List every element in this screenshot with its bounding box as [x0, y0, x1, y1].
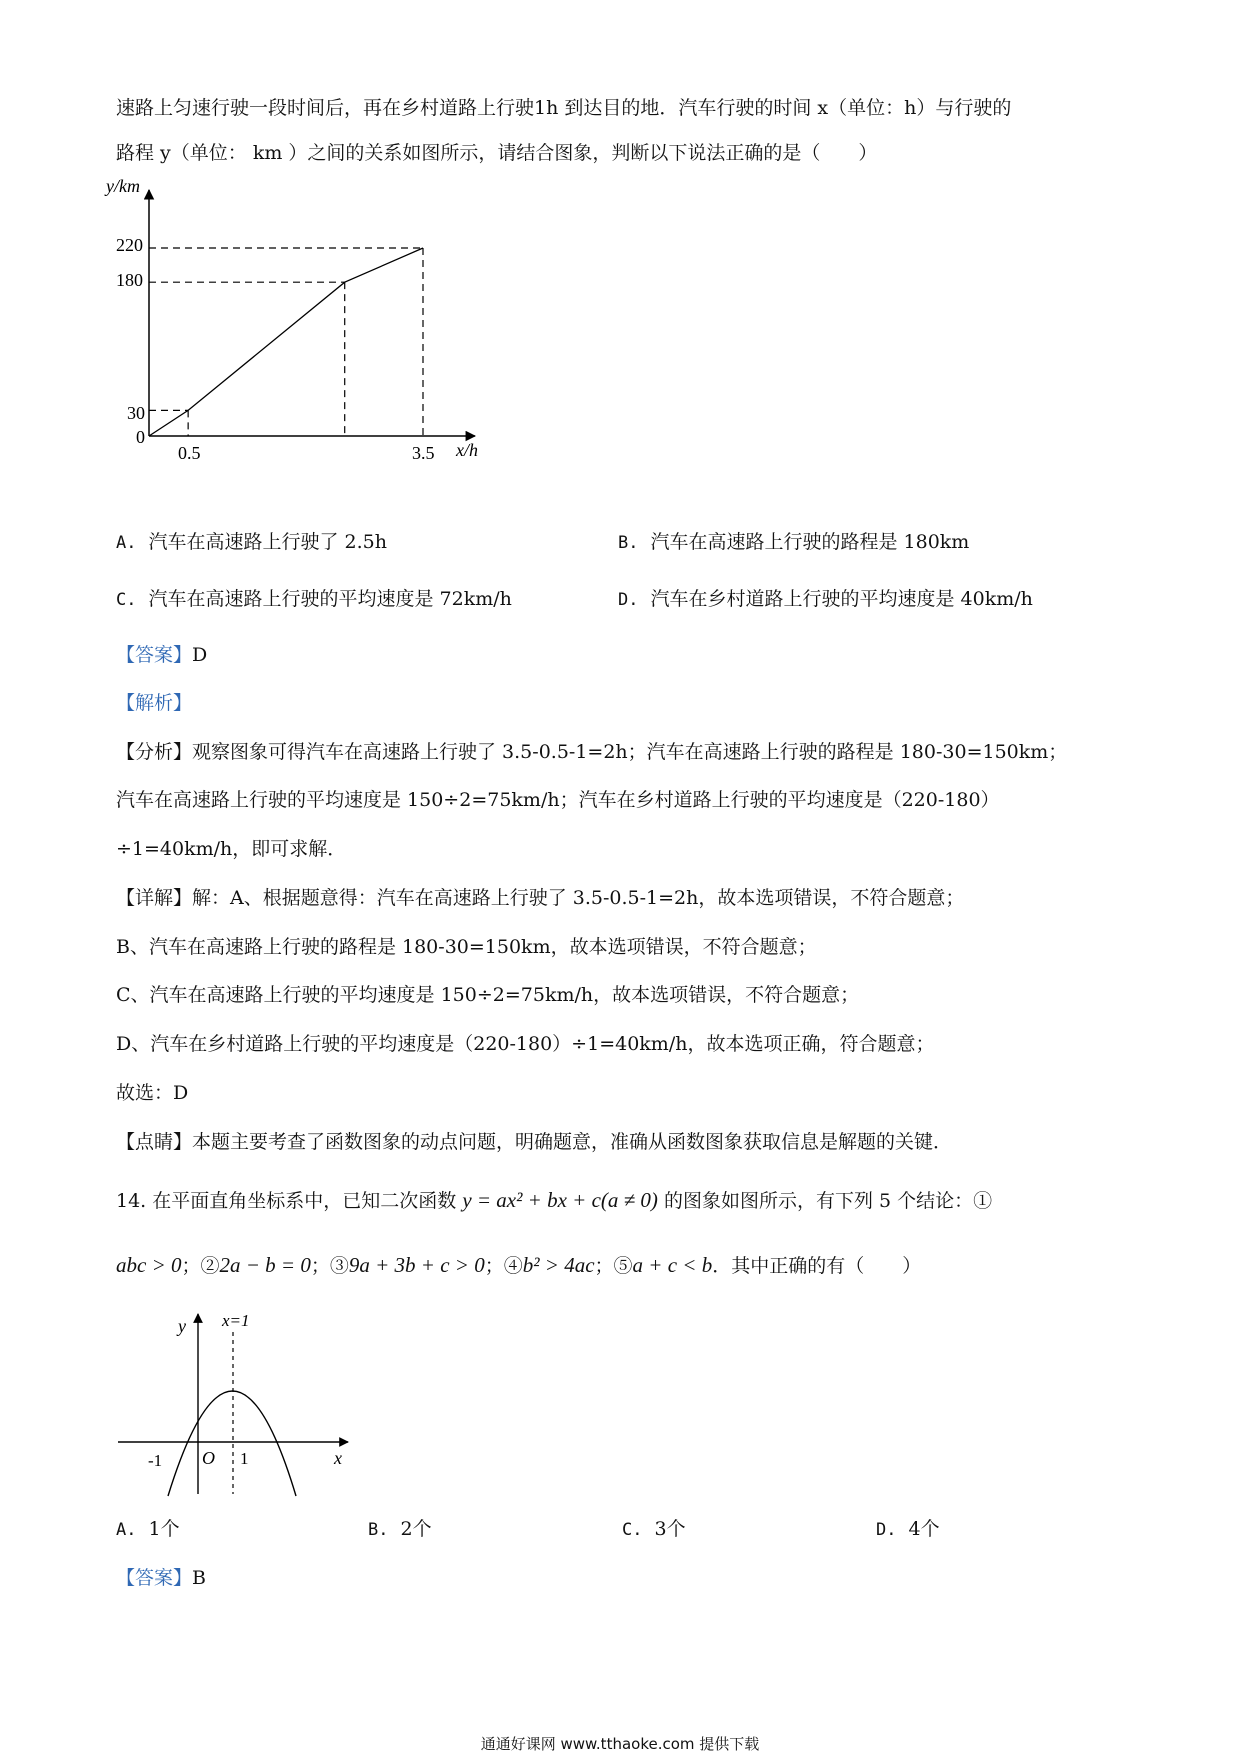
q13-xiangjie-line3: C、汽车在高速路上行驶的平均速度是 150÷2=75km/h，故本选项错误，不符合题意；	[116, 984, 860, 1006]
option-letter: A.	[116, 1520, 137, 1540]
q13-xiangjie-line4: D、汽车在乡村道路上行驶的平均速度是（220-180）÷1=40km/h，故本选项正确，符合题意；	[116, 1033, 935, 1055]
page-footer: 通通好课网 www.tthaoke.com 提供下载	[480, 1735, 760, 1753]
tick-neg-1: -1	[148, 1451, 163, 1470]
q14-stem-line1	[116, 1188, 992, 1213]
q14-suffix: 的图象如图所示，有下列 5 个结论：①	[663, 1190, 993, 1212]
option-text: 4个	[908, 1518, 940, 1540]
origin-label: O	[202, 1448, 215, 1468]
q13-fenxi-line2: 汽车在高速路上行驶的平均速度是 150÷2=75km/h；汽车在乡村道路上行驶的平均速度是（220-180）	[116, 789, 1000, 811]
answer-tag: 【答案】	[116, 1567, 193, 1589]
xiangjie-text: 解：A、根据题意得：汽车在高速路上行驶了 3.5-0.5-1=2h，故本选项错误，不符合题意；	[192, 887, 965, 909]
sep: ；②	[181, 1255, 220, 1277]
y-label: y	[178, 1316, 186, 1336]
q13-option-d	[618, 587, 1033, 612]
q13-option-b	[618, 530, 969, 555]
x-tick-3-5: 3.5	[412, 443, 435, 463]
conclusion-2: 2a − b = 0	[219, 1253, 311, 1277]
q13-stem-line1: 速路上匀速行驶一段时间后，再在乡村道路上行驶1h 到达目的地．汽车行驶的时间 x（单位：h）与行驶的	[116, 97, 1012, 119]
y-tick-220: 220	[116, 235, 143, 255]
q13-dianjing	[116, 1130, 952, 1154]
q14-option-b	[368, 1517, 432, 1542]
option-letter: D.	[876, 1520, 897, 1540]
origin-label: 0	[136, 427, 145, 447]
y-tick-30: 30	[127, 403, 145, 423]
option-text: 3个	[654, 1518, 686, 1540]
option-letter: C.	[116, 590, 137, 610]
q14-option-c	[622, 1517, 686, 1542]
answer-tag: 【答案】	[116, 644, 193, 666]
fenxi-tag: 【分析】	[116, 741, 193, 763]
sep: ；⑤	[594, 1255, 633, 1277]
sep: ；③	[310, 1255, 349, 1277]
q13-option-c	[116, 587, 512, 612]
option-letter: D.	[618, 590, 639, 610]
distance-series-line	[149, 248, 423, 436]
option-text: 汽车在高速路上行驶的路程是 180km	[650, 531, 970, 553]
parabola-curve	[168, 1391, 296, 1496]
option-letter: C.	[622, 1520, 643, 1540]
x-tick-0-5: 0.5	[178, 443, 201, 463]
q13-stem-line2: 路程 y（单位： km ）之间的关系如图所示，请结合图象，判断以下说法正确的是（ ）	[116, 142, 878, 164]
x-label: x	[334, 1448, 342, 1468]
symmetry-label: x=1	[222, 1311, 250, 1330]
option-letter: A.	[116, 533, 137, 553]
option-text: 1个	[148, 1518, 180, 1540]
option-text: 2个	[400, 1518, 432, 1540]
analysis-tag: 【解析】	[116, 692, 193, 714]
option-text: 汽车在高速路上行驶了 2.5h	[148, 531, 387, 553]
conclusion-4: b² > 4ac	[522, 1253, 595, 1277]
q13-option-a	[116, 530, 387, 555]
answer-value: B	[192, 1567, 206, 1589]
tick-pos-1: 1	[240, 1449, 249, 1468]
xiangjie-tag: 【详解】	[116, 887, 193, 909]
q13-answer	[116, 643, 207, 667]
q14-option-d	[876, 1517, 940, 1542]
conclusion-1: abc > 0	[116, 1253, 182, 1277]
dianjing-text: 本题主要考查了函数图象的动点问题，明确题意，准确从函数图象获取信息是解题的关键．	[192, 1131, 953, 1153]
q13-analysis-heading	[116, 691, 192, 715]
fenxi-text: 观察图象可得汽车在高速路上行驶了 3.5-0.5-1=2h；汽车在高速路上行驶的路程是 180-30=150km；	[192, 741, 1068, 763]
x-axis-label: x/h	[456, 440, 478, 460]
conclusion-3: 9a + 3b + c > 0	[348, 1253, 485, 1277]
parabola-graph	[110, 1302, 360, 1502]
q14-answer	[116, 1566, 206, 1590]
dianjing-tag: 【点睛】	[116, 1131, 193, 1153]
q13-xiangjie-line5: 故选：D	[116, 1082, 189, 1104]
option-text: 汽车在乡村道路上行驶的平均速度是 40km/h	[650, 588, 1033, 610]
option-text: 汽车在高速路上行驶的平均速度是 72km/h	[148, 588, 512, 610]
q13-fenxi-line1	[116, 740, 1067, 764]
q13-xiangjie-line2: B、汽车在高速路上行驶的路程是 180-30=150km，故本选项错误，不符合题意；	[116, 936, 817, 958]
q14-prefix: 14. 在平面直角坐标系中，已知二次函数	[116, 1190, 457, 1212]
q13-xiangjie-line1	[116, 886, 964, 910]
y-axis-label: y/km	[106, 176, 140, 196]
answer-value: D	[192, 644, 208, 666]
q14-question-end: ．其中正确的有（ ）	[712, 1255, 922, 1277]
q14-option-a	[116, 1517, 180, 1542]
option-letter: B.	[618, 533, 639, 553]
distance-time-chart	[100, 176, 500, 466]
option-letter: B.	[368, 1520, 389, 1540]
q14-stem-line2	[116, 1253, 921, 1278]
sep: ；④	[484, 1255, 523, 1277]
conclusion-5: a + c < b	[632, 1253, 713, 1277]
q13-fenxi-line3: ÷1=40km/h，即可求解．	[116, 838, 347, 860]
y-tick-180: 180	[116, 270, 143, 290]
q14-function: y = ax² + bx + c(a ≠ 0)	[462, 1188, 658, 1212]
